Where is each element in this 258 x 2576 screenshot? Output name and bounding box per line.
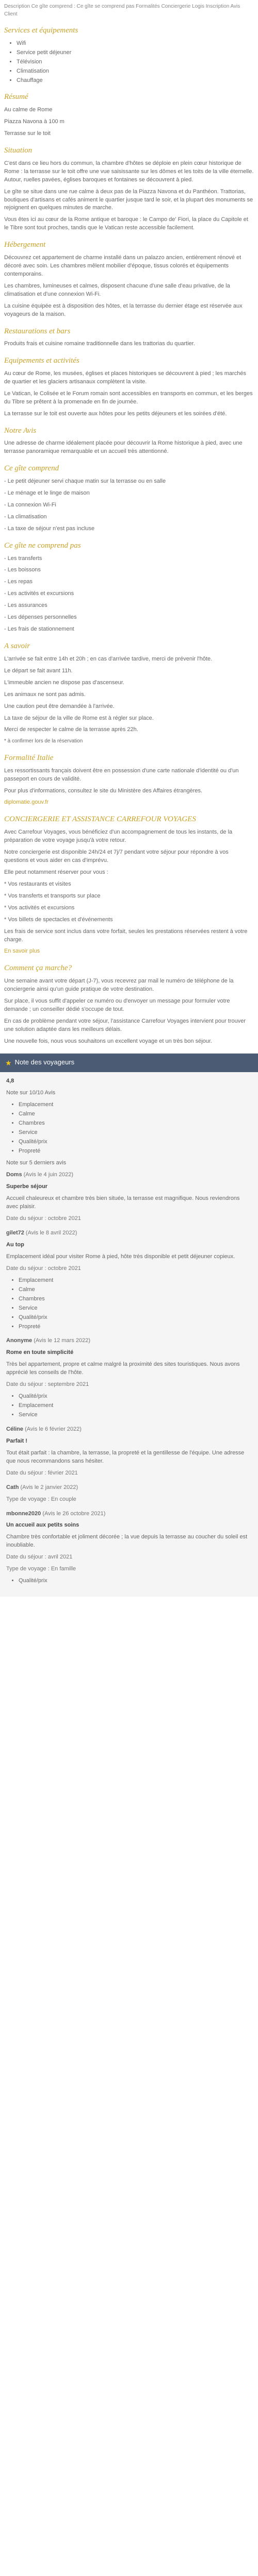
- review-trip: Date du séjour : février 2021: [6, 1469, 78, 1476]
- comment-title: Comment ça marche?: [4, 964, 72, 973]
- equipements-paragraph: Le Vatican, le Colisée et le Forum romain sont accessibles en transports en commun, et les berges du Tibre se prêtent à la promenade en fin de journée.: [4, 390, 253, 405]
- list-item: • Chauffage: [17, 77, 254, 85]
- reviews-panel-title: Note des voyageurs: [14, 1058, 75, 1066]
- review-author: Doms: [6, 1172, 22, 1178]
- criteria-item: • Emplacement: [19, 1101, 252, 1109]
- list-item: • Wifi: [17, 40, 254, 48]
- formalite-paragraph: Pour plus d'informations, consultez le site du Ministère des Affaires étrangères.: [4, 787, 203, 794]
- review-type: Type de voyage : En famille: [6, 1566, 76, 1572]
- review-score-item: • Qualité/prix: [19, 1577, 252, 1585]
- a-savoir-paragraph: L'immeuble ancien ne dispose pas d'ascenseur.: [4, 679, 124, 686]
- list-item: • Télévision: [17, 58, 254, 66]
- review-scores: [6, 1577, 252, 1585]
- criteria-item: • Qualité/prix: [19, 1138, 252, 1146]
- situation-title: Situation: [4, 146, 33, 155]
- rating-value: 4,8: [6, 1077, 14, 1084]
- reviews-panel: [0, 1053, 258, 1597]
- a-savoir-title: A savoir: [4, 642, 30, 651]
- list-item: • Climatisation: [17, 67, 254, 76]
- review-author: Anonyme: [6, 1337, 33, 1344]
- a-savoir-paragraph: Merci de respecter le calme de la terrasse après 22h.: [4, 726, 138, 733]
- review-date: (Avis le 2 janvier 2022): [20, 1484, 78, 1490]
- services-list: [4, 40, 254, 85]
- list-item: • Service petit déjeuner: [17, 49, 254, 57]
- review-author: Céline: [6, 1426, 24, 1432]
- situation-paragraph: Vous êtes ici au cœur de la Rome antique et baroque : le Campo de' Fiori, la place du Capitole et le Tibre sont tout proches, tandis que le Vatican reste accessible facilement.: [4, 216, 248, 231]
- criteria-list: [6, 1101, 252, 1156]
- excludes-line: - Les frais de stationnement: [4, 626, 74, 633]
- formalite-title: Formalité Italie: [4, 753, 54, 762]
- conciergerie-title: CONCIERGERIE ET ASSISTANCE CARREFOUR VOYAGES: [4, 815, 196, 824]
- review-text: Très bel appartement, propre et calme malgré la proximité des sites touristiques. Nous avons apprécié les conseils de l'hôte.: [6, 1361, 240, 1376]
- review-score-item: • Chambres: [19, 1295, 252, 1303]
- review-item: [6, 1337, 252, 1419]
- content: [0, 0, 258, 1046]
- a-savoir-paragraph: L'arrivée se fait entre 14h et 20h ; en cas d'arrivée tardive, merci de prévenir l'hôte.: [4, 655, 213, 662]
- restaurations-title: Restaurations et bars: [4, 327, 71, 335]
- criteria-item: • Propreté: [19, 1147, 252, 1156]
- review-author: Cath: [6, 1484, 19, 1490]
- review-trip: Date du séjour : avril 2021: [6, 1554, 73, 1561]
- notre-avis-text: Une adresse de charme idéalement placée pour découvrir la Rome historique à pied, avec une terrasse panoramique remarquable et un accueil très attentionné.: [4, 440, 243, 455]
- services-title: Services et équipements: [4, 26, 78, 35]
- criteria-item: • Calme: [19, 1110, 252, 1118]
- review-title: Superbe séjour: [6, 1183, 48, 1190]
- review-date: (Avis le 12 mars 2022): [34, 1337, 91, 1344]
- review-text: Tout était parfait : la chambre, la terrasse, la propreté et la gentillesse de l'équipe. Une adresse que nous recommandons sans hésiter.: [6, 1449, 245, 1464]
- notre-avis-title: Notre Avis: [4, 426, 37, 435]
- hebergement-paragraph: Les chambres, lumineuses et calmes, disposent chacune d'une salle d'eau privative, de la climatisation et d'une connexion Wi-Fi.: [4, 282, 230, 297]
- score-label: Note sur 10/10 Avis: [6, 1089, 56, 1096]
- conciergerie-paragraph: Avec Carrefour Voyages, vous bénéficiez d'un accompagnement de tous les instants, de la préparation de votre voyage jusqu'à votre retour.: [4, 829, 233, 844]
- a-savoir-paragraph: Le départ se fait avant 11h.: [4, 667, 73, 674]
- criteria-item: • Service: [19, 1129, 252, 1137]
- resume-title: Résumé: [4, 93, 28, 101]
- review-item: [6, 1484, 252, 1504]
- review-author: gilet72: [6, 1230, 24, 1236]
- intro-text: Description Ce gîte comprend : Ce gîte se comprend pas Formalités Conciergerie Logis Inscription Avis Client: [4, 4, 240, 17]
- review-date: (Avis le 8 avril 2022): [25, 1230, 77, 1236]
- review-date: (Avis le 4 juin 2022): [23, 1172, 74, 1178]
- review-score-item: • Emplacement: [19, 1402, 252, 1410]
- review-score-item: • Service: [19, 1411, 252, 1419]
- a-savoir-note: * à confirmer lors de la réservation: [4, 738, 83, 744]
- excludes-line: - Les dépenses personnelles: [4, 614, 77, 621]
- conciergerie-link[interactable]: En savoir plus: [4, 948, 40, 955]
- restaurations-text: Produits frais et cuisine romaine traditionnelle dans les trattorias du quartier.: [4, 341, 195, 347]
- formalite-link[interactable]: diplomatie.gouv.fr: [4, 799, 49, 806]
- review-title: Au top: [6, 1242, 24, 1248]
- ce-gite-ne-comprend-pas-title: Ce gîte ne comprend pas: [4, 541, 81, 550]
- review-score-item: • Service: [19, 1304, 252, 1313]
- resume-line: Piazza Navona à 100 m: [4, 118, 64, 125]
- conciergerie-paragraph: Elle peut notamment réserver pour vous :: [4, 869, 108, 875]
- conciergerie-paragraph: Notre conciergerie est disponible 24h/24 et 7j/7 pendant votre séjour pour répondre à vos questions et vous aider en cas d'imprévu.: [4, 849, 229, 863]
- hebergement-title: Hébergement: [4, 241, 46, 249]
- reviews-panel-header: [0, 1054, 258, 1072]
- comment-paragraph: Une semaine avant votre départ (J-7), vous recevrez par mail le numéro de téléphone de la conciergerie ainsi qu'un guide pratique de votre destination.: [4, 978, 234, 993]
- review-trip: Type de voyage : En couple: [6, 1496, 76, 1502]
- review-text: Accueil chaleureux et chambre très bien située, la terrasse est magnifique. Nous reviendrons avec plaisir.: [6, 1195, 240, 1210]
- review-item: [6, 1426, 252, 1478]
- conciergerie-paragraph: * Vos transferts et transports sur place: [4, 892, 101, 899]
- reviews-summary: Note sur 5 derniers avis: [6, 1160, 67, 1166]
- review-item: [6, 1510, 252, 1586]
- review-date: (Avis le 6 février 2022): [25, 1426, 82, 1432]
- equipements-paragraph: La terrasse sur le toit est ouverte aux hôtes pour les petits déjeuners et les soirées d'été.: [4, 410, 227, 417]
- hebergement-paragraph: La cuisine équipée est à disposition des hôtes, et la terrasse du dernier étage est réservée aux voyageurs de la maison.: [4, 302, 243, 317]
- excludes-line: - Les activités et excursions: [4, 590, 74, 597]
- comment-paragraph: En cas de problème pendant votre séjour, l'assistance Carrefour Voyages intervient pour trouver une solution adaptée dans les meilleurs délais.: [4, 1018, 246, 1032]
- a-savoir-paragraph: La taxe de séjour de la ville de Rome est à régler sur place.: [4, 715, 154, 721]
- resume-line: Au calme de Rome: [4, 107, 53, 113]
- review-trip: Date du séjour : septembre 2021: [6, 1381, 89, 1388]
- equipements-paragraph: Au cœur de Rome, les musées, églises et places historiques se découvrent à pied ; les marchés de quartier et les glaciers artisanaux complètent la visite.: [4, 370, 246, 385]
- star-icon: ★: [5, 1058, 12, 1067]
- reviews-panel-body: [0, 1072, 258, 1597]
- review-score-item: • Qualité/prix: [19, 1393, 252, 1401]
- review-score-item: • Calme: [19, 1286, 252, 1294]
- review-trip: Date du séjour : octobre 2021: [6, 1265, 81, 1272]
- includes-line: - La climatisation: [4, 513, 47, 520]
- review-item: [6, 1171, 252, 1223]
- excludes-line: - Les repas: [4, 579, 33, 585]
- equipements-title: Equipements et activités: [4, 357, 79, 365]
- review-date: (Avis le 26 octobre 2021): [42, 1510, 106, 1517]
- review-scores: [6, 1393, 252, 1419]
- includes-line: - Le petit déjeuner servi chaque matin sur la terrasse ou en salle: [4, 478, 166, 485]
- includes-line: - Le ménage et le linge de maison: [4, 490, 90, 496]
- review-text: Emplacement idéal pour visiter Rome à pied, hôte très disponible et petit déjeuner copieux.: [6, 1253, 235, 1260]
- review-author: mbonne2020: [6, 1510, 41, 1517]
- review-trip: Date du séjour : octobre 2021: [6, 1215, 81, 1222]
- review-title: Un accueil aux petits soins: [6, 1522, 79, 1529]
- review-title: Rome en toute simplicité: [6, 1349, 74, 1356]
- review-item: [6, 1229, 252, 1331]
- review-scores: [6, 1277, 252, 1331]
- excludes-line: - Les boissons: [4, 567, 41, 573]
- includes-line: - La taxe de séjour n'est pas incluse: [4, 525, 95, 532]
- conciergerie-paragraph: * Vos restaurants et visites: [4, 880, 71, 887]
- review-score-item: • Propreté: [19, 1323, 252, 1331]
- review-text: Chambre très confortable et joliment décorée ; la vue depuis la terrasse au coucher du soleil est inoubliable.: [6, 1534, 248, 1549]
- review-score-item: • Qualité/prix: [19, 1314, 252, 1322]
- conciergerie-paragraph: * Vos activités et excursions: [4, 904, 75, 911]
- comment-paragraph: Une nouvelle fois, nous vous souhaitons un excellent voyage et un très bon séjour.: [4, 1038, 212, 1044]
- review-title: Parfait !: [6, 1437, 27, 1444]
- a-savoir-paragraph: Les animaux ne sont pas admis.: [4, 691, 86, 698]
- excludes-line: - Les transferts: [4, 555, 42, 562]
- resume-line: Terrasse sur le toit: [4, 130, 51, 137]
- formalite-paragraph: Les ressortissants français doivent être en possession d'une carte nationale d'identité ou d'un passeport en cours de validité.: [4, 767, 239, 782]
- includes-line: - La connexion Wi-Fi: [4, 501, 56, 508]
- ce-gite-comprend-title: Ce gîte comprend: [4, 464, 59, 473]
- conciergerie-paragraph: Les frais de service sont inclus dans votre forfait, seules les prestations réservées restent à votre charge.: [4, 928, 248, 943]
- review-score-item: • Emplacement: [19, 1277, 252, 1285]
- criteria-item: • Chambres: [19, 1120, 252, 1128]
- comment-paragraph: Sur place, il vous suffit d'appeler ce numéro ou d'envoyer un message pour formuler votre demande ; un conseiller dédié s'occupe de tout.: [4, 998, 230, 1012]
- conciergerie-paragraph: * Vos billets de spectacles et d'événements: [4, 916, 113, 923]
- excludes-line: - Les assurances: [4, 602, 47, 609]
- situation-paragraph: C'est dans ce lieu hors du commun, la chambre d'hôtes se déploie en plein cœur historique de Rome : la terrasse sur le toit offre une vue saisissante sur les dômes et les toits de la ville éternelle. Autour, ruelles pavées, églises baroques et fontaines se découvrent à pied.: [4, 160, 254, 183]
- situation-paragraph: Le gîte se situe dans une rue calme à deux pas de la Piazza Navona et du Panthéon. Trattorias, boutiques d'artisans et cafés animent le quartier jusque tard le soir, et la plupart des monuments se rejoignent en quelques minutes de marche.: [4, 188, 253, 211]
- a-savoir-paragraph: Une caution peut être demandée à l'arrivée.: [4, 703, 115, 709]
- hebergement-paragraph: Découvrez cet appartement de charme installé dans un palazzo ancien, entièrement rénové et décoré avec soin. Les chambres mêlent mobilier d'époque, tissus colorés et équipements contemporains.: [4, 255, 241, 277]
